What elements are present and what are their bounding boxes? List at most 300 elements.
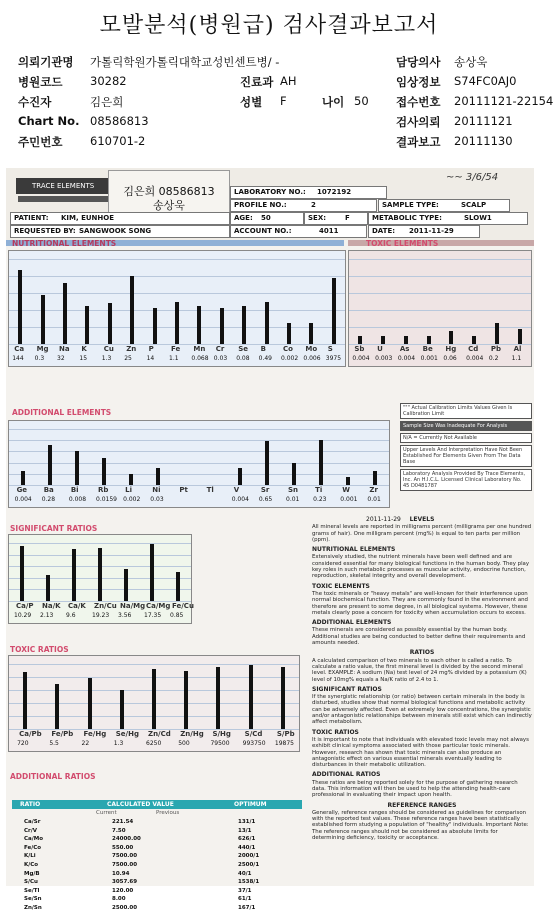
interp-heading: REFERENCE RANGES (387, 801, 457, 809)
date-row (368, 225, 480, 238)
chart-bar (21, 471, 25, 485)
chart-bar (197, 306, 201, 344)
value-label: 0.068 (191, 355, 209, 362)
date-label: DATE: (372, 227, 396, 235)
table-cell: 10.94 (112, 870, 130, 877)
category-label: Pt (179, 486, 188, 494)
category-label: Fe (171, 345, 181, 353)
value-label: 0.001 (340, 496, 358, 503)
lab-report-sheet (6, 168, 534, 911)
value-label: 22 (81, 740, 90, 747)
age-label: AGE: (234, 214, 253, 222)
chart-bar (472, 336, 476, 345)
table-cell: 24000.00 (112, 836, 141, 843)
table-cell: Zn/Sn (24, 905, 42, 911)
table-cell: 7500.00 (112, 862, 138, 868)
gridline (9, 543, 191, 544)
category-label: Se/Hg (115, 730, 139, 738)
value-label: 14 (146, 355, 155, 362)
table-cell: K/Li (24, 853, 36, 860)
value-label: 15 (79, 355, 88, 362)
value-label: 0.002 (123, 496, 141, 503)
category-label: Sn (288, 486, 299, 494)
interp-paragraph: It is important to note that individuals with elevated toxic levels may not always exhibit clinical symptoms associated with those particular toxic minerals. However, research has shown that toxic minerals can also produce an antagonistic effect on various essential minerals eventually leading to disturbances in their metabolic utilization. (312, 736, 529, 769)
category-label: Fe/Pb (51, 730, 74, 738)
signature: ~~ 3/6/54 (446, 172, 499, 183)
significant-title: SIGNIFICANT RATIOS (10, 524, 98, 533)
category-label: U (377, 345, 383, 353)
category-label: Tl (206, 486, 214, 494)
gridline (9, 276, 345, 277)
legend-item: Upper Levels And Interpretation Have Not Been Established For Elements Given From The Data Base (400, 445, 532, 467)
chart-bar (184, 671, 188, 730)
table-cell: K/Co (24, 862, 39, 868)
value-label: 0.01 (286, 496, 300, 503)
value-label: 5.5 (49, 740, 59, 747)
table-cell: Ca/Sr (24, 819, 41, 825)
table-cell: 626/1 (238, 836, 256, 843)
toxic-title: TOXIC ELEMENTS (366, 239, 439, 248)
value-label: 32 (57, 355, 65, 362)
table-cell: 221.54 (112, 819, 134, 825)
chart-bar (85, 306, 89, 344)
header-value: 20111130 (454, 134, 513, 148)
value-label: 6250 (146, 740, 162, 747)
gridline (349, 276, 531, 277)
chart-bar (48, 445, 52, 485)
value-label: 0.001 (420, 355, 438, 362)
category-label: K (81, 345, 87, 353)
interpretation-text (312, 513, 532, 843)
chart-bar (346, 477, 350, 485)
interp-heading: ADDITIONAL ELEMENTS (312, 619, 392, 627)
gridline (349, 327, 531, 328)
sex-label: SEX: (308, 214, 327, 222)
table-cell: 40/1 (238, 870, 252, 877)
table-row (12, 819, 302, 827)
patient-value: KIM, EUNHOE (61, 214, 115, 222)
report-title: 모발분석(병원급) 검사결과보고서 (99, 13, 439, 38)
category-label: Ca/Mg (146, 602, 171, 610)
chart-bar (220, 308, 224, 344)
category-label: Zr (369, 486, 378, 494)
value-label: 3975 (325, 355, 342, 362)
chart-bar (287, 323, 291, 344)
table-cell: 8.00 (112, 896, 126, 903)
chart-bar (129, 474, 133, 485)
value-label: 1.1 (169, 355, 179, 362)
header-label: 결과보고 (396, 135, 441, 149)
value-label: 9.6 (66, 612, 76, 619)
table-row (12, 828, 302, 836)
value-label: 1.1 (511, 355, 522, 362)
additional-chart (8, 420, 390, 508)
category-label: Ge (16, 486, 28, 494)
metabolic-value: SLOW1 (464, 214, 492, 222)
ratio-table-header (12, 800, 302, 809)
gridline (9, 664, 299, 665)
value-label: 0.0159 (96, 496, 117, 503)
table-row (12, 853, 302, 861)
category-label: S/Hg (212, 730, 231, 738)
chart-bar (124, 569, 128, 601)
value-label: 0.004 (14, 496, 32, 503)
table-cell: 3057.69 (112, 879, 138, 886)
table-row (12, 879, 302, 887)
chart-bar (75, 451, 79, 485)
value-label: 19875 (274, 740, 294, 747)
chart-bar (46, 575, 50, 601)
metabolic-label: METABOLIC TYPE: (372, 214, 442, 222)
legend-item: Sample Size Was Inadequate For Analysis (400, 421, 532, 431)
category-label: Cu (103, 345, 114, 353)
value-label: 0.49 (258, 355, 272, 362)
interp-paragraph: These minerals are considered as possibly essential by the human body. Additional studies are being conducted to better define their requirements and amounts needed. (312, 627, 526, 647)
table-cell: 13/1 (238, 827, 252, 834)
category-label: P (148, 345, 154, 353)
patient-label: PATIENT: (14, 214, 49, 222)
interp-paragraph: These ratios are being reported solely for the purpose of gathering research data. This information will then be used to help the attending health-care professional in evaluating their impact upon health. (312, 779, 518, 799)
chart-bar (153, 308, 157, 344)
value-label: 1.3 (113, 740, 124, 747)
chart-bar (495, 323, 499, 344)
category-label: S/Cd (244, 730, 263, 738)
table-row (12, 896, 302, 904)
value-label: 0.23 (313, 496, 327, 503)
category-label: Sb (354, 345, 365, 353)
value-label: 10.29 (14, 612, 32, 619)
value-label: 993750 (242, 740, 266, 747)
table-cell: 7500.00 (112, 853, 138, 860)
category-label: S/Pb (276, 730, 295, 738)
header-value: 20111121 (454, 114, 513, 128)
chart-bar (518, 329, 522, 344)
category-label: Rb (98, 486, 109, 494)
header-label: 임상정보 (396, 75, 441, 89)
value-label: 0.28 (41, 496, 56, 503)
category-label: Zn/Cu (94, 602, 117, 610)
category-label: Co (283, 345, 293, 353)
lab-no-value: 1072192 (317, 188, 352, 196)
lab-number-row (230, 186, 387, 199)
th-previous: Previous (156, 810, 180, 816)
category-label: Be (422, 345, 433, 353)
interp-paragraph: Extensively studied, the nutrient minerals have been well defined and are considered essential for many biological functions in the human body. They play key roles in such metabolic processes as muscular activity, endocrine function, reproduction, skeletal integrity and overall development. (312, 554, 530, 580)
header-label: 담당의사 (396, 55, 441, 69)
table-cell: Mg/B (24, 870, 40, 877)
account-label: ACCOUNT NO.: (234, 227, 292, 235)
chart-bar (108, 303, 112, 344)
gridline (9, 451, 389, 452)
header-value: S74FC0AJ0 (454, 74, 517, 88)
header-label: 병원코드 (18, 75, 63, 89)
requested-row (10, 225, 230, 238)
chart-bar (72, 549, 76, 601)
legend-item: Laboratory Analysis Provided By Trace Elements, Inc. An H.I.C.L. Licensed Clinical Laboratory No. 45 D0481787 (400, 469, 532, 491)
patient-row (10, 212, 230, 225)
category-label: Fe/Hg (83, 730, 107, 738)
category-label: Zn/Cd (148, 730, 171, 738)
category-label: S (327, 345, 333, 353)
requested-value: SANGWOOK SONG (79, 227, 152, 235)
sample-label: SAMPLE TYPE: (382, 201, 439, 209)
chart-bar (150, 544, 154, 601)
profile-row (230, 199, 377, 212)
chart-bar (20, 546, 24, 601)
account-value: 4011 (319, 227, 339, 235)
toxic-ratios-title: TOXIC RATIOS (10, 645, 69, 654)
profile-label: PROFILE NO.: (234, 201, 287, 209)
date-value: 2011-11-29 (409, 227, 454, 235)
category-label: Na/K (42, 602, 61, 610)
header-label: 성별 (240, 95, 263, 109)
chart-bar (427, 336, 431, 345)
chart-bar (88, 678, 92, 729)
chart-bar (23, 672, 27, 729)
table-cell: Se/Sn (24, 896, 42, 903)
category-label: Cd (468, 345, 479, 353)
category-label: Ba (43, 486, 54, 494)
report-head (6, 168, 534, 240)
header-value: 김은희 (90, 95, 124, 109)
chart-bar (309, 323, 313, 344)
chart-bar (120, 690, 124, 729)
table-cell: 37/1 (238, 887, 252, 894)
chart-bar (175, 302, 179, 345)
interp-paragraph: Generally, reference ranges should be considered as guidelines for comparison with the reported test values. These reference ranges have been statistically established form studying a population of "healthy" individuals. Important Note: The reference ranges should not be considered as absolute limits for determining deficiency, toxicity or acceptance. (312, 809, 529, 842)
value-label: 0.004 (231, 496, 249, 503)
header-value: 20111121-22154 (454, 94, 553, 108)
header-row (18, 132, 533, 152)
header-value: 50 (354, 94, 369, 108)
th-current: Current (96, 810, 117, 816)
value-label: 2.13 (40, 612, 54, 619)
chart-bar (130, 276, 134, 344)
category-label: Hg (445, 345, 457, 353)
nutritional-chart (8, 250, 346, 367)
header-value: 610701-2 (90, 134, 146, 148)
header-label: 나이 (322, 95, 345, 109)
header-label: 수진자 (18, 95, 52, 109)
chart-bar (63, 283, 67, 344)
lab-no-label: LABORATORY NO.: (234, 188, 306, 196)
gridline (9, 463, 389, 464)
chart-bar (265, 441, 269, 485)
chart-bar (55, 684, 59, 730)
table-cell: 131/1 (238, 819, 256, 825)
category-label: Na (59, 345, 70, 353)
table-cell: Ca/Mo (24, 836, 44, 843)
chart-bar (404, 336, 408, 345)
header-row (18, 92, 553, 112)
interp-heading: TOXIC RATIOS (312, 728, 359, 736)
interp-paragraph: If the synergistic relationship (or ratio) between certain minerals in the body is disturbed, studies show that normal biological functions and metabolic activity can be adversely affected. Even at extremely low concentrations, the synergistic and/or antagonistic relationships between minerals still exist which can indirectly affect metabolism. (312, 694, 532, 726)
gridline (9, 293, 345, 294)
header-row (18, 52, 533, 72)
value-label: 0.002 (281, 355, 299, 362)
sex-row (304, 212, 368, 225)
nutritional-title: NUTRITIONAL ELEMENTS (12, 239, 117, 248)
header-label: Chart No. (18, 114, 80, 128)
category-label: B (260, 345, 266, 353)
value-label: 144 (12, 355, 24, 362)
chart-bar (332, 278, 336, 344)
table-row (12, 862, 302, 870)
value-label: 1.3 (101, 355, 112, 362)
table-cell: 120.00 (112, 887, 134, 894)
chart-bar (152, 669, 156, 729)
gridline (349, 293, 531, 294)
chart-bar (238, 468, 242, 485)
chart-bar (41, 295, 45, 344)
value-label: 500 (178, 740, 190, 747)
chart-bar (358, 336, 362, 345)
chart-bar (265, 302, 269, 345)
value-label: 19.23 (92, 612, 110, 619)
table-row (12, 845, 302, 853)
value-label: 0.006 (303, 355, 321, 362)
significant-chart (8, 534, 192, 624)
value-label: 720 (17, 740, 29, 747)
patient-header (18, 52, 553, 152)
category-label: Li (125, 486, 133, 494)
category-label: Mo (305, 345, 318, 353)
header-value: 송상욱 (454, 55, 488, 69)
value-label: 0.65 (258, 496, 273, 503)
header-label: 의뢰기관명 (18, 55, 74, 69)
table-cell: 2000/1 (238, 853, 260, 860)
table-cell: 167/1 (238, 905, 256, 911)
value-label: 0.2 (488, 355, 499, 362)
category-label: V (233, 486, 240, 494)
chart-bar (98, 548, 102, 601)
value-label: 25 (124, 355, 132, 362)
header-row (18, 112, 533, 132)
value-label: 0.03 (150, 496, 164, 503)
interp-paragraph: All mineral levels are reported in milligrams percent (milligrams per one hundred grams of hair). One milligram percent (mg%) is equal to ten parts per million (ppm). (312, 524, 532, 543)
header-label: 주민번호 (18, 135, 63, 149)
value-label: 0.004 (466, 355, 484, 362)
table-cell: S/Cu (24, 879, 38, 886)
chart-bar (242, 306, 246, 344)
gridline (9, 259, 345, 260)
category-label: Sr (260, 486, 270, 494)
table-row (12, 871, 302, 879)
category-label: Ca/Pb (19, 730, 42, 738)
category-label: Pb (490, 345, 502, 353)
category-label: Cr (215, 345, 225, 353)
table-row (12, 836, 302, 844)
category-label: Ca (14, 345, 25, 353)
category-label: Al (513, 345, 522, 353)
chart-bar (292, 463, 296, 485)
chart-bar (319, 440, 323, 485)
metabolic-row (368, 212, 528, 225)
gridline (349, 259, 531, 260)
stamp-line-2: 송상욱 (153, 199, 185, 212)
chart-bar (373, 471, 377, 485)
stamp-line-1: 김은희 08586813 (123, 185, 215, 198)
table-cell: 7.50 (112, 827, 126, 834)
table-cell: 1538/1 (238, 879, 260, 886)
toxic-ratios-chart (8, 655, 300, 752)
interp-heading: NUTRITIONAL ELEMENTS (312, 546, 396, 554)
category-label: Zn (126, 345, 137, 353)
interp-heading: RATIOS (409, 649, 435, 657)
chart-bar (156, 468, 160, 485)
chart-bar (102, 458, 106, 485)
chart-bar (281, 667, 285, 729)
header-row (18, 72, 533, 92)
category-label: Ni (152, 486, 161, 494)
value-label: 0.008 (68, 496, 87, 503)
category-label: Ti (315, 486, 323, 494)
category-label: Zn/Hg (180, 730, 204, 738)
value-label: 0.85 (170, 612, 184, 619)
value-label: 0.004 (352, 355, 370, 362)
legend (400, 403, 532, 493)
lab-logo-address (18, 196, 118, 202)
interp-heading: LEVELS (409, 516, 435, 523)
value-label: 0.004 (397, 355, 416, 362)
table-cell: Fe/Co (24, 844, 42, 851)
category-label: Bi (70, 486, 79, 494)
gridline (9, 474, 389, 475)
category-label: Na/Mg (120, 602, 146, 610)
account-row (230, 225, 367, 238)
category-label: Ca/K (68, 602, 86, 610)
value-label: 0.08 (236, 355, 250, 362)
value-label: 0.3 (34, 355, 45, 362)
date-stamp-2: 2011-11-29 (366, 516, 401, 523)
chart-bar (381, 336, 385, 345)
header-value: 30282 (90, 74, 127, 88)
th-optimum: OPTIMUM (234, 801, 267, 808)
gridline (9, 429, 389, 430)
interp-heading: SIGNIFICANT RATIOS (312, 685, 382, 693)
category-label: Fe/Cu (172, 602, 194, 610)
header-value: 08586813 (90, 114, 149, 128)
category-label: Se (238, 345, 248, 353)
additional-title: ADDITIONAL ELEMENTS (12, 408, 112, 417)
header-label: 검사의뢰 (396, 115, 441, 129)
value-label: 0.01 (367, 496, 381, 503)
category-label: W (342, 486, 351, 494)
sex-value: F (345, 214, 350, 222)
header-label: 진료과 (240, 75, 274, 89)
table-cell: 61/1 (238, 896, 252, 903)
lab-logo: TRACE ELEMENTS (16, 178, 150, 194)
sample-value: SCALP (461, 201, 487, 209)
interp-heading: TOXIC ELEMENTS (312, 582, 370, 590)
header-value: F (280, 94, 287, 108)
profile-value: 2 (311, 201, 316, 209)
chart-bar (176, 572, 180, 601)
category-label: Ca/P (16, 602, 34, 610)
th-ratio: RATIO (20, 801, 41, 808)
interp-heading: ADDITIONAL RATIOS (312, 771, 381, 779)
legend-item: N/A = Currently Not Available (400, 433, 532, 443)
gridline (349, 310, 531, 311)
chart-bar (449, 331, 453, 344)
table-row (12, 905, 302, 913)
toxic-chart (348, 250, 532, 367)
table-cell: 2500/1 (238, 862, 260, 868)
header-label: 접수번호 (396, 95, 441, 109)
chart-bar (18, 270, 22, 344)
value-label: 3.56 (118, 612, 132, 619)
table-cell: Cr/V (24, 827, 38, 834)
